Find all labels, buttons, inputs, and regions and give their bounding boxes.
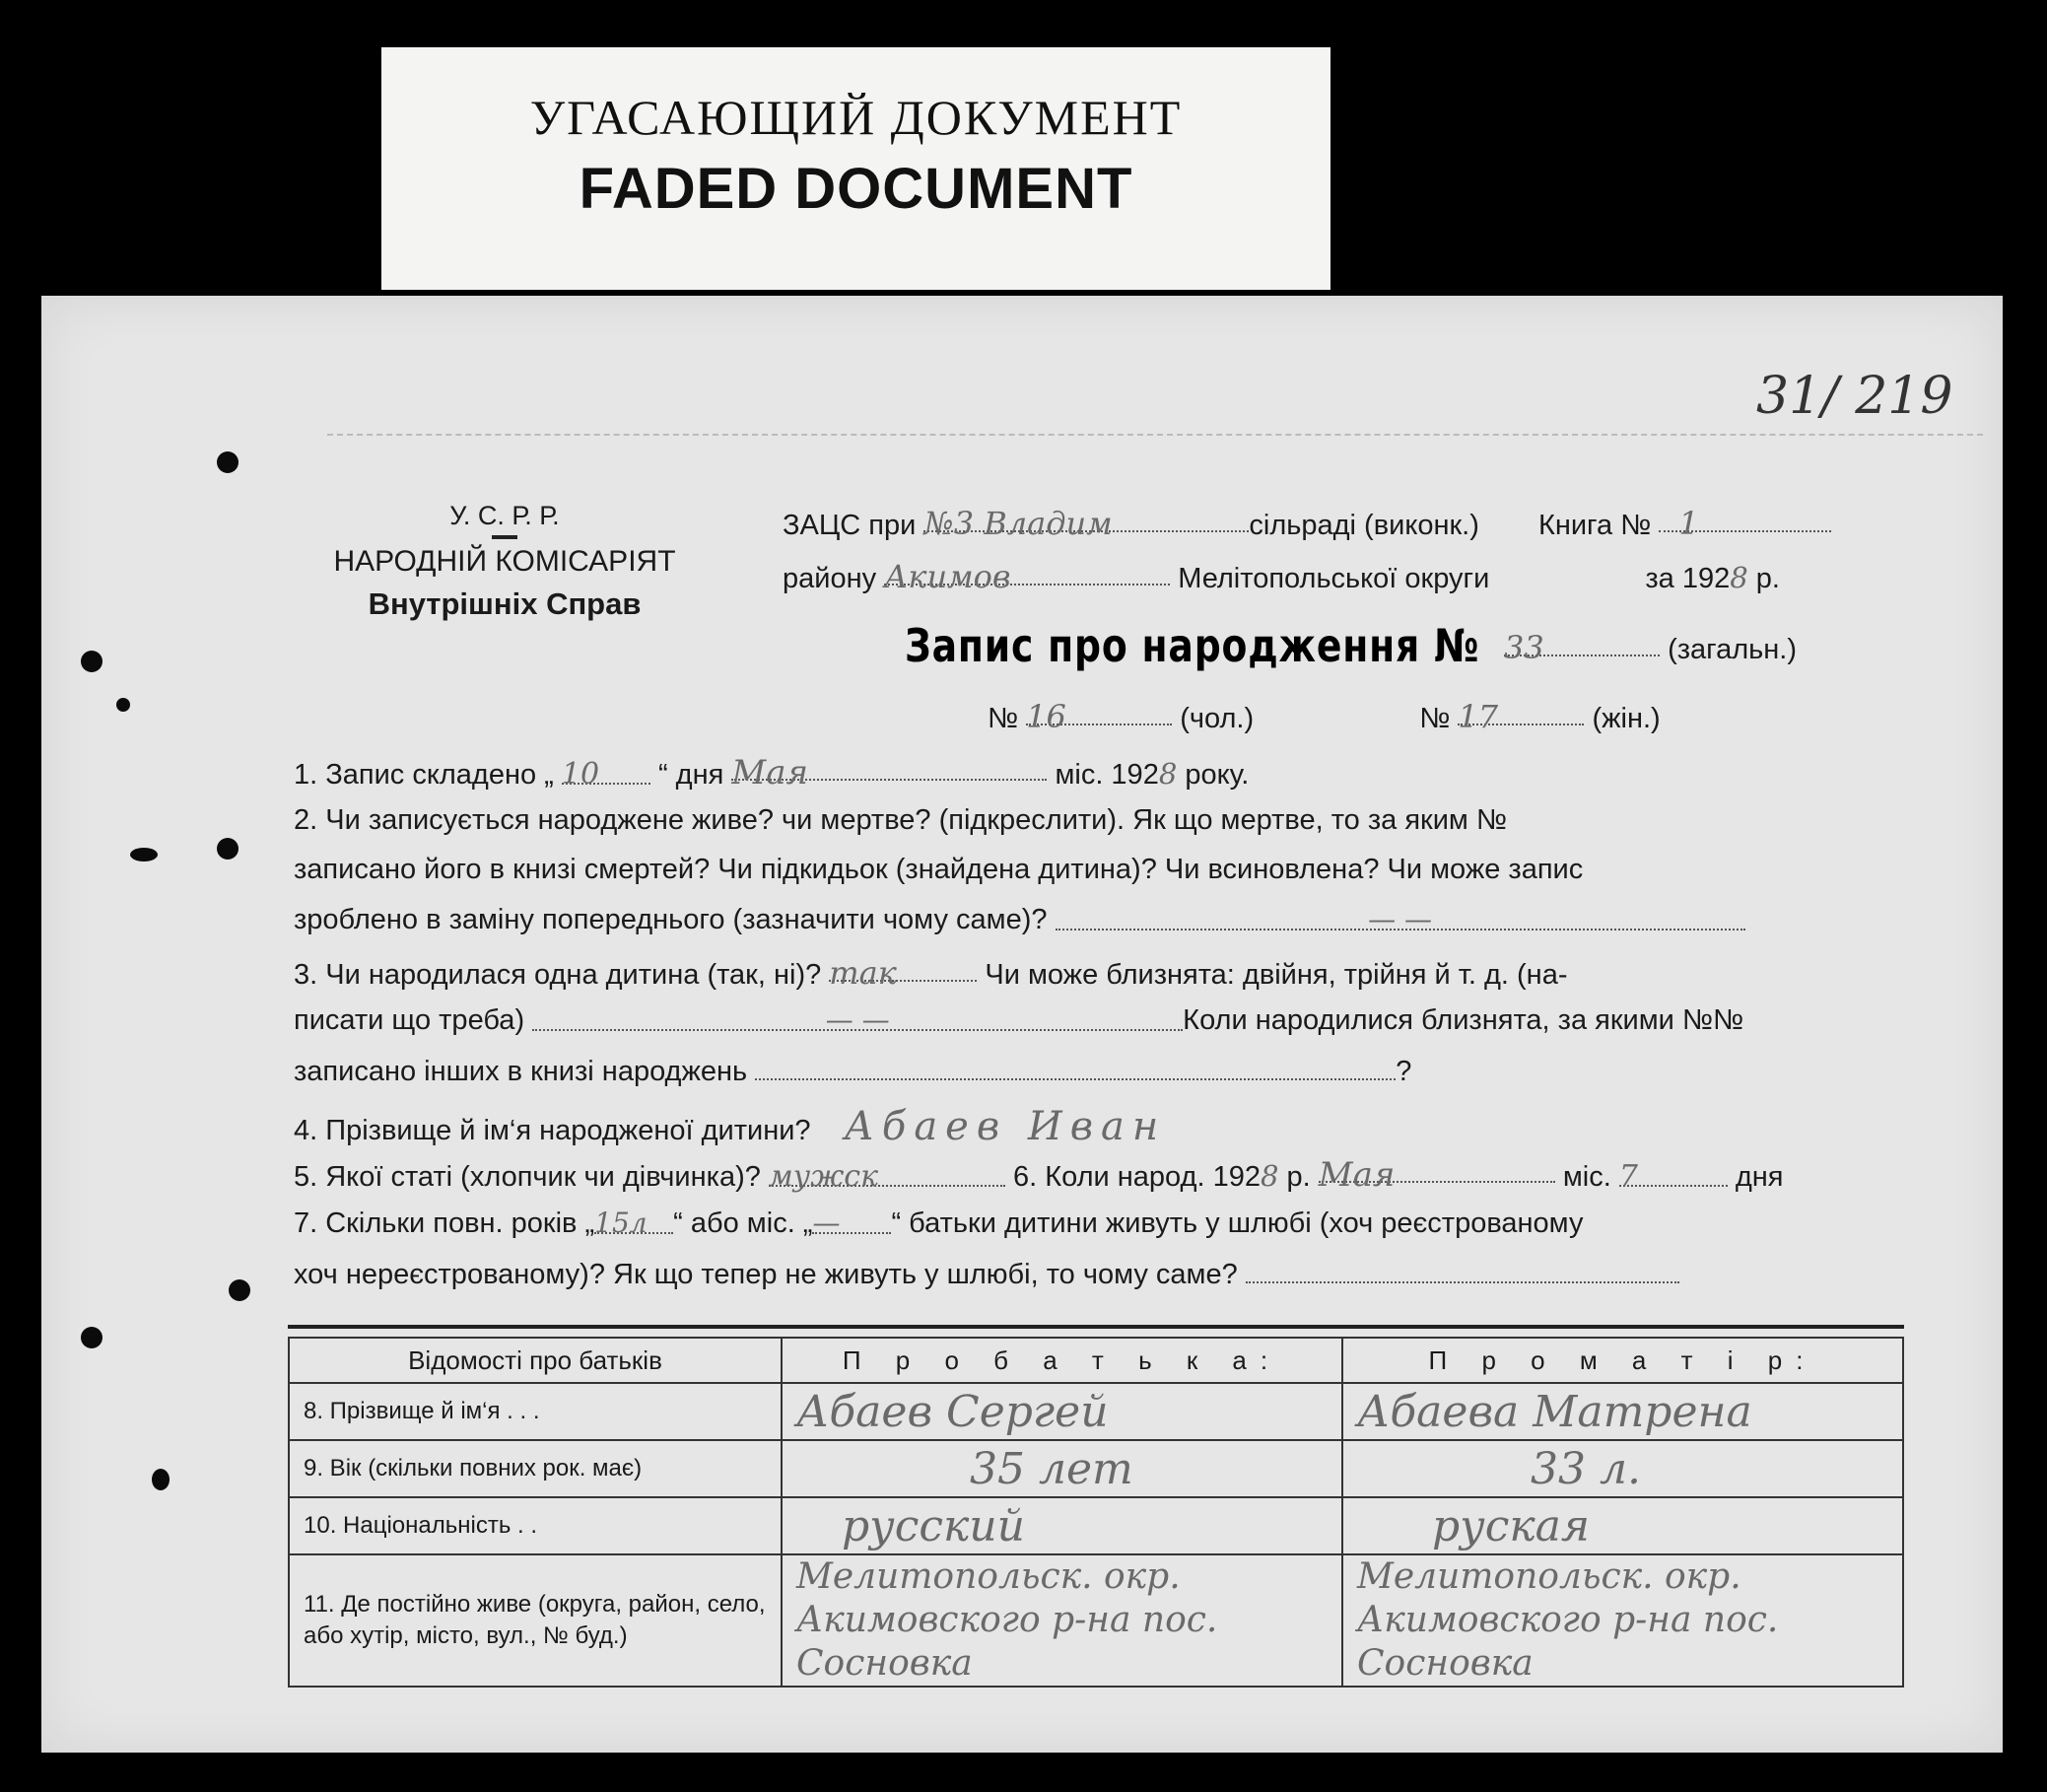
row-label: 10. Національність . .	[289, 1497, 782, 1554]
father-value: русский	[782, 1497, 1342, 1554]
number-general: 33	[1504, 629, 1660, 656]
item-3-line-2	[294, 1003, 1743, 1037]
item-7-months: —	[812, 1206, 891, 1234]
record-title-line	[905, 619, 1605, 672]
general-number-line	[1504, 629, 1797, 666]
year-prefix: за 192	[1645, 563, 1731, 594]
item-2-value: — —	[1056, 903, 1745, 930]
record-title: Запис про народження №	[905, 619, 1480, 672]
book-value: 1	[1659, 505, 1831, 532]
zats-prefix: ЗАЦС при	[783, 510, 917, 541]
issuer-block	[288, 501, 721, 622]
divider	[492, 535, 517, 539]
item-6-text: р.	[1286, 1161, 1311, 1193]
punch-hole	[229, 1279, 250, 1301]
item-6-text: дня	[1735, 1161, 1784, 1193]
district-suffix: Мелітопольської округи	[1178, 563, 1490, 594]
item-7-years: 15л	[594, 1206, 673, 1234]
item-1-day: 10	[562, 757, 650, 785]
item-3-text: 3. Чи народилася одна дитина (так, ні)?	[294, 959, 822, 991]
item-1	[294, 753, 1249, 792]
item-7-text: “ або міс. „	[673, 1207, 813, 1239]
item-1-year: 8	[1158, 757, 1178, 791]
mother-value: Абаева Матрена	[1342, 1383, 1903, 1440]
archive-number: 31/ 219	[1756, 367, 1953, 426]
item-6-text: міс.	[1562, 1161, 1611, 1193]
father-value: Мелитопольск. окр. Акимовского р-на пос. Сосновка	[782, 1554, 1342, 1687]
commissariat-line-2: Внутрішніх Справ	[368, 586, 642, 621]
parents-table	[288, 1337, 1904, 1688]
female-number-label: №	[1419, 703, 1451, 734]
item-3-text: записано інших в книзі народжень	[294, 1056, 748, 1087]
commissariat-line-1: НАРОДНІЙ КОМІСАРІЯТ	[333, 545, 676, 578]
row-label: 9. Вік (скільки повних рок. має)	[289, 1440, 782, 1497]
item-3-blank	[755, 1053, 1396, 1080]
item-5-value: мужск	[769, 1159, 1005, 1187]
item-1-text: року.	[1185, 759, 1250, 791]
item-2-line-3	[294, 903, 1745, 936]
faded-document-label	[381, 47, 1331, 290]
item-4-text: 4. Прізвище й ім‘я народженої дитини?	[294, 1115, 811, 1146]
item-1-text: 1. Запис складено „	[294, 759, 554, 791]
table-row	[289, 1440, 1903, 1497]
district-value: Акимов	[884, 558, 1170, 586]
year-digit: 8	[1730, 561, 1748, 594]
item-7-line-1	[294, 1206, 1583, 1240]
label-english: FADED DOCUMENT	[579, 157, 1133, 221]
item-4	[294, 1104, 1166, 1149]
republic-label: У. С. Р. Р.	[449, 501, 560, 530]
column-header: Відомості про батьків	[289, 1338, 782, 1383]
item-3-text: Коли народилися близнята, за якими №№	[1183, 1004, 1744, 1036]
general-label: (загальн.)	[1668, 634, 1797, 665]
item-7-text: хоч нереєстрованому)? Як що тепер не живуть у шлюбі, то чому саме?	[294, 1259, 1238, 1290]
punch-hole	[81, 651, 102, 672]
punch-hole	[217, 451, 239, 473]
father-value: Абаев Сергей	[782, 1383, 1342, 1440]
father-value: 35 лет	[782, 1440, 1342, 1497]
item-6-month: Мая	[1319, 1155, 1555, 1183]
item-3-single: так	[829, 954, 977, 982]
number-male: 16	[1026, 698, 1172, 725]
year-suffix: р.	[1755, 563, 1780, 594]
book-label: Книга №	[1537, 510, 1652, 541]
punch-hole	[152, 1469, 170, 1490]
column-header: П р о б а т ь к а:	[782, 1338, 1342, 1383]
item-2-line-1: 2. Чи записується народжене живе? чи мертве? (підкреслити). Як що мертве, то за яким №	[294, 804, 1508, 836]
mother-value: Мелитопольск. окр. Акимовского р-на пос. Сосновка	[1342, 1554, 1903, 1687]
gender-numbers-line	[988, 698, 1661, 735]
faint-bleed-through-line	[327, 434, 1983, 438]
punch-hole	[116, 698, 130, 712]
item-6-year: 8	[1260, 1159, 1279, 1193]
item-7-text: “ батьки дитини живуть у шлюбі (хоч реєстрованому	[891, 1207, 1584, 1239]
mother-value: руская	[1342, 1497, 1903, 1554]
item-1-text: міс. 192	[1055, 759, 1159, 791]
female-label: (жін.)	[1592, 703, 1661, 734]
item-5-text: 5. Якої статі (хлопчик чи дівчинка)?	[294, 1161, 761, 1193]
item-6-text: 6. Коли народ. 192	[1012, 1161, 1261, 1193]
item-1-month: Мая	[731, 753, 1047, 781]
zats-suffix: сільраді (виконк.)	[1249, 510, 1479, 541]
item-1-text: “ дня	[657, 759, 724, 791]
mother-value: 33 л.	[1342, 1440, 1903, 1497]
label-russian: УГАСАЮЩИЙ ДОКУМЕНТ	[529, 90, 1183, 145]
item-3-twins-value: — —	[532, 1003, 1183, 1031]
male-label: (чол.)	[1180, 703, 1255, 734]
table-row	[289, 1554, 1903, 1687]
male-number-label: №	[988, 703, 1019, 734]
district-prefix: району	[783, 563, 877, 594]
zats-line	[783, 505, 1831, 542]
punch-hole	[81, 1327, 102, 1348]
punch-hole	[217, 838, 239, 860]
item-7-text: 7. Скільки повн. років „	[294, 1207, 595, 1239]
number-female: 17	[1458, 698, 1584, 725]
item-7-line-2	[294, 1256, 1679, 1291]
punch-hole	[130, 848, 158, 862]
district-line	[783, 558, 1780, 595]
item-6-day: 7	[1619, 1159, 1728, 1187]
zats-value: №3 Владим	[923, 505, 1249, 532]
item-3-line-1	[294, 954, 1567, 992]
item-3-text: писати що треба)	[294, 1004, 525, 1036]
table-row	[289, 1497, 1903, 1554]
birth-record-form	[41, 296, 2003, 1753]
item-3-line-3	[294, 1053, 1411, 1088]
row-label: 11. Де постійно живе (округа, район, село, або хутір, місто, вул., № буд.)	[289, 1554, 782, 1687]
item-3-text: Чи може близнята: двійня, трійня й т. д. (на-	[985, 959, 1568, 991]
item-3-text: ?	[1396, 1056, 1412, 1087]
item-7-blank	[1246, 1256, 1679, 1283]
item-5-6	[294, 1155, 1784, 1194]
table-row	[289, 1383, 1903, 1440]
item-2-text: зроблено в заміну попереднього (зазначити чому саме)?	[294, 904, 1048, 935]
item-2-line-2: записано його в книзі смертей? Чи підкидьок (знайдена дитина)? Чи всиновлена? Чи може запис	[294, 854, 1584, 885]
item-4-value: Абаев Иван	[844, 1104, 1167, 1149]
row-label: 8. Прізвище й ім‘я . . .	[289, 1383, 782, 1440]
table-top-rule	[288, 1325, 1904, 1329]
column-header: П р о м а т і р:	[1342, 1338, 1903, 1383]
